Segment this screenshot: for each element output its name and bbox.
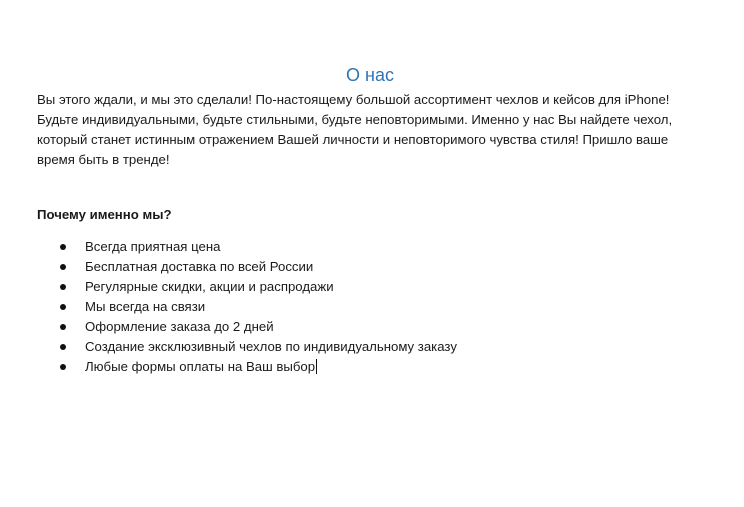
- list-item-last-label[interactable]: Любые формы оплаты на Ваш выбор: [85, 359, 316, 374]
- intro-paragraph[interactable]: [37, 90, 707, 170]
- bullet-icon: [60, 304, 66, 310]
- intro-text[interactable]: Вы этого ждали, и мы это сделали! По-настоящему большой ассортимент чехлов и кейсов для iPhone! Будьте индивидуальными, будьте стильными, будьте неповторимыми. Именно у нас Вы найдете чехол, который станет истинным отражением Вашей личности и неповторимого чувства стиля! Пришло ваше время быть в тренде!: [37, 92, 673, 167]
- list-item-text[interactable]: Оформление заказа до 2 дней: [85, 319, 274, 334]
- text-cursor: [316, 359, 317, 374]
- bullet-icon: [60, 364, 66, 370]
- list-item-text[interactable]: Регулярные скидки, акции и распродажи: [85, 279, 334, 294]
- bullet-icon: [60, 244, 66, 250]
- list-item-text[interactable]: Всегда приятная цена: [85, 239, 221, 254]
- list-item-text[interactable]: Создание эксклюзивный чехлов по индивидуальному заказу: [85, 339, 457, 354]
- bullet-icon: [60, 264, 66, 270]
- list-item-text-last[interactable]: [85, 357, 317, 377]
- list-item-text[interactable]: Бесплатная доставка по всей России: [85, 259, 314, 274]
- bullet-icon: [60, 324, 66, 330]
- bullet-icon: [60, 284, 66, 290]
- page-title[interactable]: О нас: [346, 65, 394, 85]
- bullet-icon: [60, 344, 66, 350]
- section-heading[interactable]: Почему именно мы?: [37, 207, 172, 222]
- list-item-text[interactable]: Мы всегда на связи: [85, 299, 206, 314]
